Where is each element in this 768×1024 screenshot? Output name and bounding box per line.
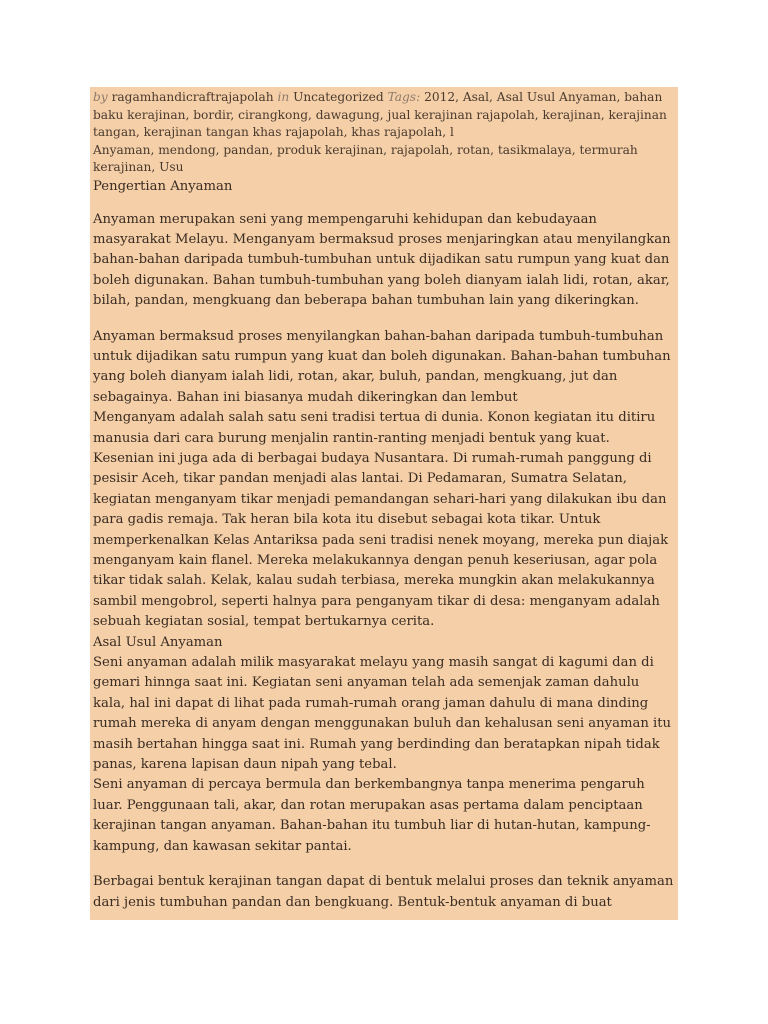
tags-label: Tags:	[387, 90, 421, 104]
spacer	[93, 197, 674, 210]
post-meta	[93, 89, 674, 177]
document-page	[90, 87, 678, 920]
paragraph: Kesenian ini juga ada di berbagai budaya Nusantara. Di rumah-rumah panggung di pesisir Aceh, tikar pandan menjadi alas lantai. Di Pedamaran, Sumatra Selatan, kegiatan menganyam tikar menjadi pemandangan sehari-hari yang dilakukan ibu dan para gadis remaja. Tak heran bila kota itu disebut sebagai kota tikar. Untuk memperkenalkan Kelas Antariksa pada seni tradisi nenek moyang, mereka pun diajak menganyam kain flanel. Mereka melakukannya dengan penuh keseriusan, agar pola tikar tidak salah. Kelak, kalau sudah terbiasa, mereka mungkin akan melakukannya sambil mengobrol, seperti halnya para penganyam tikar di desa: menganyam adalah sebuah kegiatan sosial, tempat bertukarnya cerita.	[93, 450, 669, 630]
author-link[interactable]: ragamhandicraftrajapolah	[111, 90, 274, 104]
by-label: by	[93, 90, 108, 104]
paragraph: Berbagai bentuk kerajinan tangan dapat di bentuk melalui proses dan teknik anyaman dari jenis tumbuhan pandan dan bengkuang. Bentuk-bentuk anyaman di buat	[93, 874, 674, 910]
spacer	[93, 857, 674, 872]
tags-list-continued[interactable]: Anyaman, mendong, pandan, produk kerajinan, rajapolah, rotan, tasikmalaya, termurah kerajinan, Usu	[93, 142, 638, 174]
section-heading-pengertian: Pengertian Anyaman	[93, 178, 233, 194]
paragraph: Menganyam adalah salah satu seni tradisi tertua di dunia. Konon kegiatan itu ditiru manusia dari cara burung menjalin rantin-ranting menjadi bentuk yang kuat.	[93, 410, 656, 446]
spacer	[93, 312, 674, 327]
category-link[interactable]: Uncategorized	[293, 90, 384, 104]
paragraph: Seni anyaman adalah milik masyarakat melayu yang masih sangat di kagumi dan di gemari hinnga saat ini. Kegiatan seni anyaman telah ada semenjak zaman dahulu kala, hal ini dapat di lihat pada rumah-rumah orang jaman dahulu di mana dinding rumah mereka di anyam dengan menggunakan buluh dan kehalusan seni anyaman itu masih bertahan hingga saat ini. Rumah yang berdinding dan beratapkan nipah tidak panas, karena lapisan daun nipah yang tebal.	[93, 655, 672, 773]
article-body	[90, 87, 678, 913]
paragraph: Seni anyaman di percaya bermula dan berkembangnya tanpa menerima pengaruh luar. Penggunaan tali, akar, dan rotan merupakan asas pertama dalam penciptaan kerajinan tangan anyaman. Bahan-bahan itu tumbuh liar di hutan-hutan, kampung-kampung, dan kawasan sekitar pantai.	[93, 777, 651, 854]
in-label: in	[277, 90, 290, 104]
paragraph: Anyaman bermaksud proses menyilangkan bahan-bahan daripada tumbuh-tumbuhan untuk dijadikan satu rumpun yang kuat dan boleh digunakan. Bahan-bahan tumbuhan yang boleh dianyam ialah lidi, rotan, akar, buluh, pandan, mengkuang, jut dan sebagainya. Bahan ini biasanya mudah dikeringkan dan lembut	[93, 328, 671, 405]
paragraph: Anyaman merupakan seni yang mempengaruhi kehidupan dan kebudayaan masyarakat Melayu. Menganyam bermaksud proses menjaringkan atau menyilangkan bahan-bahan daripada tumbuh-tumbuhan untuk dijadikan satu rumpun yang kuat dan boleh digunakan. Bahan tumbuh-tumbuhan yang boleh dianyam ialah lidi, rotan, akar, bilah, pandan, mengkuang dan beberapa bahan tumbuhan lain yang dikeringkan.	[93, 211, 671, 309]
tags-list[interactable]: 2012, Asal, Asal Usul Anyaman, bahan baku kerajinan, bordir, cirangkong, dawagung, jual kerajinan rajapolah, kerajinan, kerajinan tangan, kerajinan tangan khas rajapolah, khas rajapolah, l	[93, 90, 667, 139]
section-heading-asal-usul: Asal Usul Anyaman	[93, 634, 223, 650]
